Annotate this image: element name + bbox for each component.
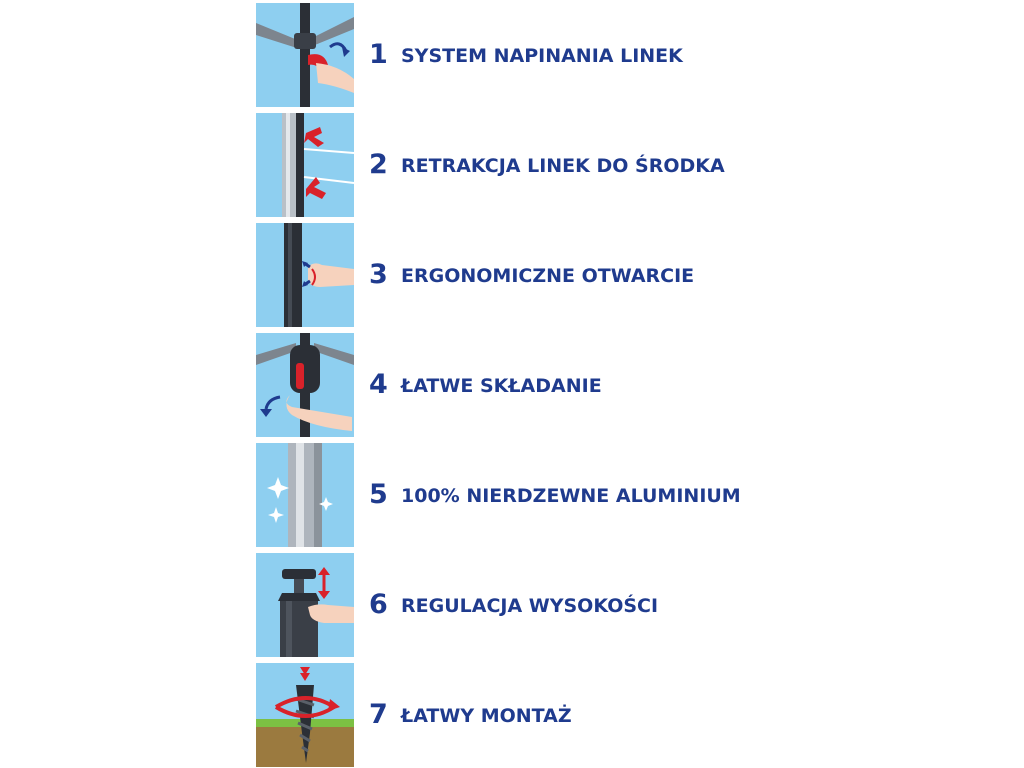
feature-number: 4	[369, 369, 388, 400]
feature-item-5	[256, 443, 956, 547]
feature-number: 7	[369, 699, 388, 730]
feature-item-7	[256, 663, 956, 767]
feature-item-6	[256, 553, 956, 657]
feature-label: REGULACJA WYSOKOŚCI	[401, 595, 659, 617]
stainless-aluminium-icon	[256, 443, 354, 547]
feature-label: RETRAKCJA LINEK DO ŚRODKA	[401, 155, 725, 177]
feature-item-4	[256, 333, 956, 437]
feature-number: 3	[369, 259, 388, 290]
feature-label: ŁATWY MONTAŻ	[401, 705, 572, 727]
feature-list	[256, 0, 956, 768]
feature-label: SYSTEM NAPINANIA LINEK	[401, 45, 683, 67]
feature-number: 6	[369, 589, 388, 620]
line-retraction-icon	[256, 113, 354, 217]
feature-label: ŁATWE SKŁADANIE	[401, 375, 602, 397]
ergonomic-opening-icon	[256, 223, 354, 327]
tensioning-system-icon	[256, 3, 354, 107]
feature-label: ERGONOMICZNE OTWARCIE	[401, 265, 695, 287]
feature-item-1	[256, 3, 956, 107]
feature-item-3	[256, 223, 956, 327]
easy-folding-icon	[256, 333, 354, 437]
height-adjustment-icon	[256, 553, 354, 657]
feature-item-2	[256, 113, 956, 217]
feature-label: 100% NIERDZEWNE ALUMINIUM	[401, 485, 741, 507]
feature-number: 2	[369, 149, 388, 180]
feature-number: 5	[369, 479, 388, 510]
feature-number: 1	[369, 39, 388, 70]
easy-mounting-icon	[256, 663, 354, 767]
